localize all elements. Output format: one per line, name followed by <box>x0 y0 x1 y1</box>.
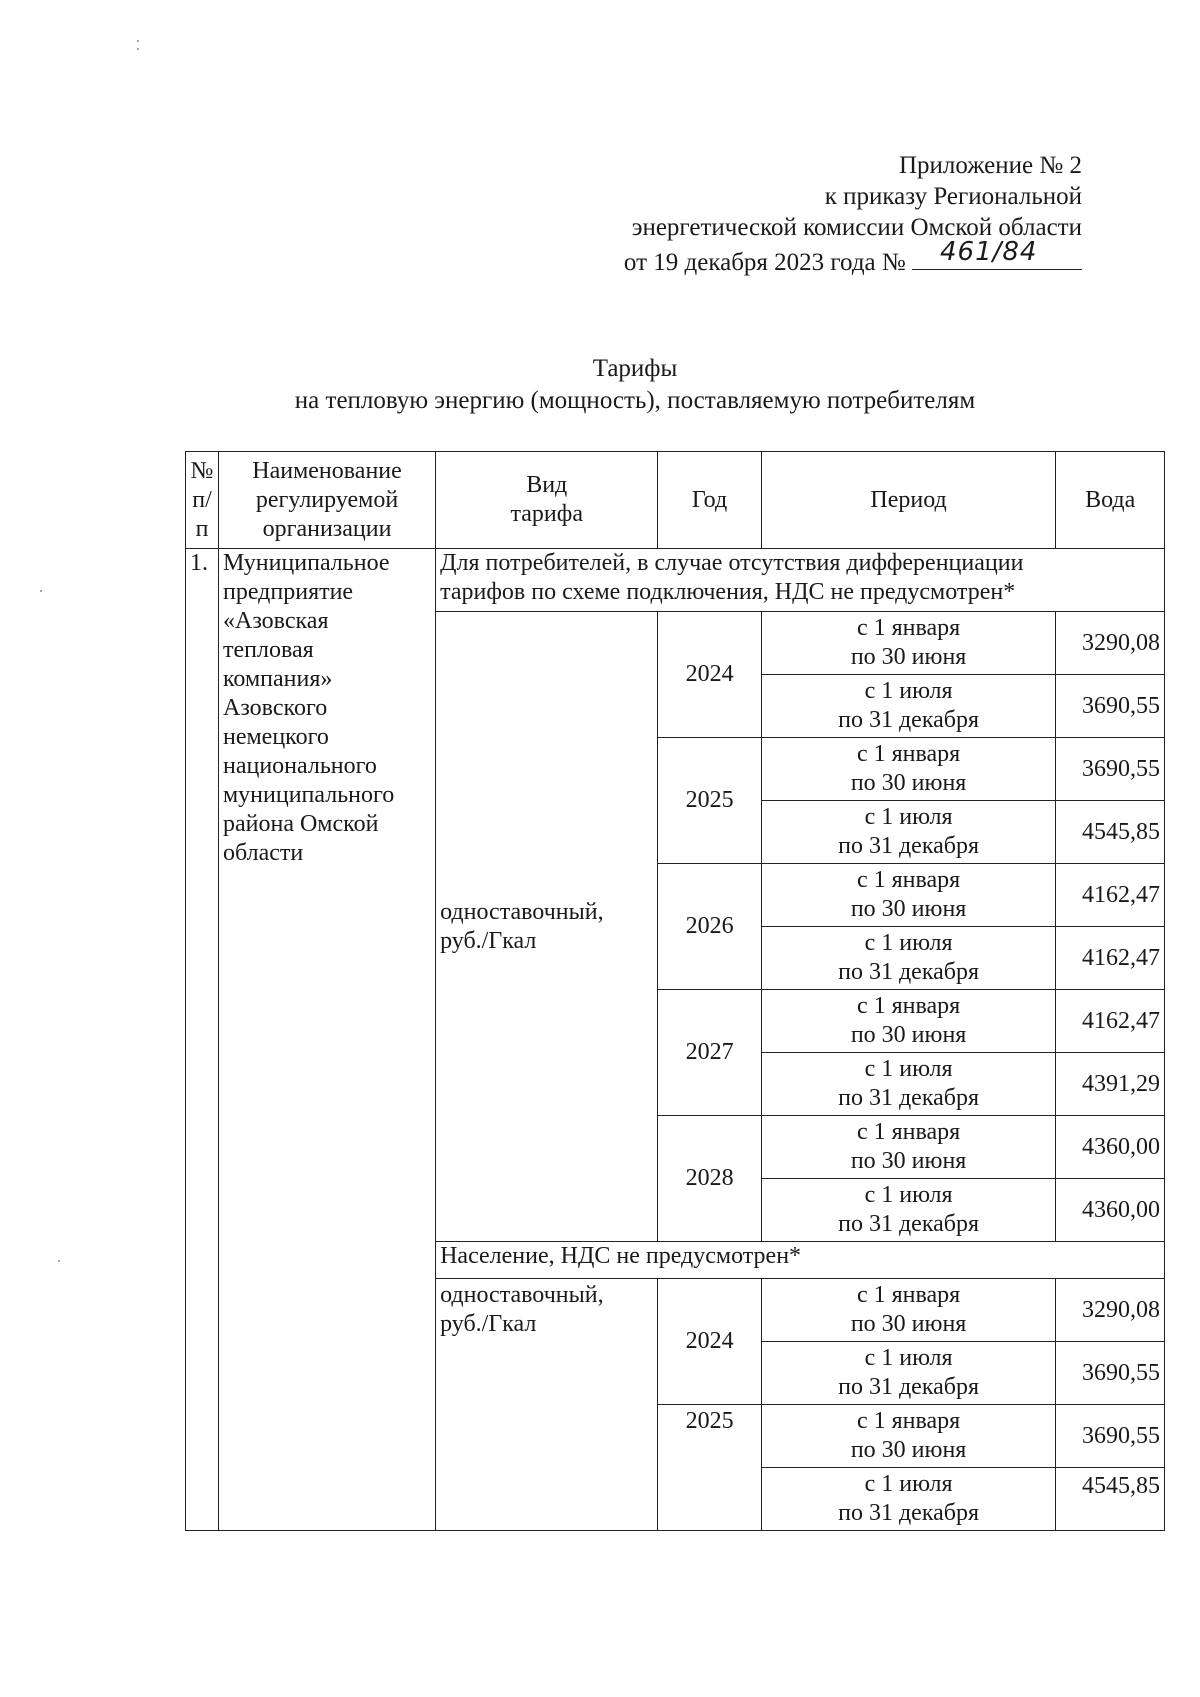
period-cell: с 1 июля по 31 декабря <box>761 1179 1056 1242</box>
period-cell: с 1 января по 30 июня <box>761 864 1056 927</box>
scan-speck <box>137 48 139 50</box>
year-cell: 2024 <box>658 612 761 738</box>
period-cell: с 1 июля по 31 декабря <box>761 801 1056 864</box>
approval-line: энергетической комиссии Омской области <box>631 214 1082 241</box>
approval-line: Приложение № 2 <box>898 152 1082 179</box>
section-title: Население, НДС не предусмотрен* <box>436 1242 1165 1279</box>
tariff-kind: одноставочный, руб./Гкал <box>436 1279 658 1531</box>
tariff-value: 3290,08 <box>1056 612 1165 675</box>
header-organization: Наименование регулируемой организации <box>218 452 435 549</box>
tariff-value: 4391,29 <box>1056 1053 1165 1116</box>
tariff-value: 4162,47 <box>1056 990 1165 1053</box>
period-cell: с 1 января по 30 июня <box>761 1116 1056 1179</box>
period-cell: с 1 января по 30 июня <box>761 1405 1056 1468</box>
row-number: 1. <box>186 549 219 1531</box>
tariff-value: 4360,00 <box>1056 1179 1165 1242</box>
period-cell: с 1 июля по 31 декабря <box>761 1342 1056 1405</box>
year-cell: 2028 <box>658 1116 761 1242</box>
table-row <box>186 549 1165 612</box>
year-cell: 2025 <box>658 738 761 864</box>
approval-date-line <box>623 237 1082 278</box>
document-title <box>0 353 1200 417</box>
tariff-value: 4162,47 <box>1056 864 1165 927</box>
section-title: Для потребителей, в случае отсутствия дифференциации тарифов по схеме подключения, НДС не предусмотрен* <box>436 549 1165 612</box>
scan-speck <box>40 590 42 592</box>
scan-speck <box>137 40 139 42</box>
organization-name: Муниципальное предприятие «Азовская тепловая компания» Азовского немецкого национального муниципального района Омской области <box>218 549 435 1531</box>
tariff-kind: одноставочный, руб./Гкал <box>436 612 658 1242</box>
header-tariff-kind: Вид тарифа <box>436 452 658 549</box>
tariff-value: 4162,47 <box>1056 927 1165 990</box>
period-cell: с 1 июля по 31 декабря <box>761 1053 1056 1116</box>
tariff-value: 4360,00 <box>1056 1116 1165 1179</box>
year-cell: 2025 <box>658 1405 761 1531</box>
tariff-value: 3690,55 <box>1056 738 1165 801</box>
header-period: Период <box>761 452 1056 549</box>
table-header-row <box>186 452 1165 549</box>
year-cell: 2024 <box>658 1279 761 1405</box>
approval-date-text: от 19 декабря 2023 года № <box>623 249 906 276</box>
period-cell: с 1 января по 30 июня <box>761 1279 1056 1342</box>
tariff-value: 3290,08 <box>1056 1279 1165 1342</box>
order-number-field <box>912 237 1082 270</box>
year-cell: 2027 <box>658 990 761 1116</box>
period-cell: с 1 июля по 31 декабря <box>761 675 1056 738</box>
approval-block <box>624 150 1082 278</box>
tariff-value: 3690,55 <box>1056 1342 1165 1405</box>
header-year: Год <box>658 452 761 549</box>
title-line-1: Тарифы <box>592 355 678 382</box>
scan-speck <box>58 1260 60 1262</box>
period-cell: с 1 июля по 31 декабря <box>761 927 1056 990</box>
tariff-value: 3690,55 <box>1056 1405 1165 1468</box>
header-num: № п/ п <box>186 452 219 549</box>
period-cell: с 1 января по 30 июня <box>761 738 1056 801</box>
tariff-value: 3690,55 <box>1056 675 1165 738</box>
tariff-value: 4545,85 <box>1056 1468 1165 1531</box>
tariff-table <box>185 451 1165 1531</box>
approval-line: к приказу Региональной <box>824 183 1082 210</box>
period-cell: с 1 июля по 31 декабря <box>761 1468 1056 1531</box>
period-cell: с 1 января по 30 июня <box>761 990 1056 1053</box>
year-cell: 2026 <box>658 864 761 990</box>
tariff-value: 4545,85 <box>1056 801 1165 864</box>
period-cell: с 1 января по 30 июня <box>761 612 1056 675</box>
title-line-2: на тепловую энергию (мощность), поставляемую потребителям <box>294 387 976 414</box>
order-number-handwritten: 461/84 <box>940 237 1038 267</box>
header-value: Вода <box>1056 452 1165 549</box>
